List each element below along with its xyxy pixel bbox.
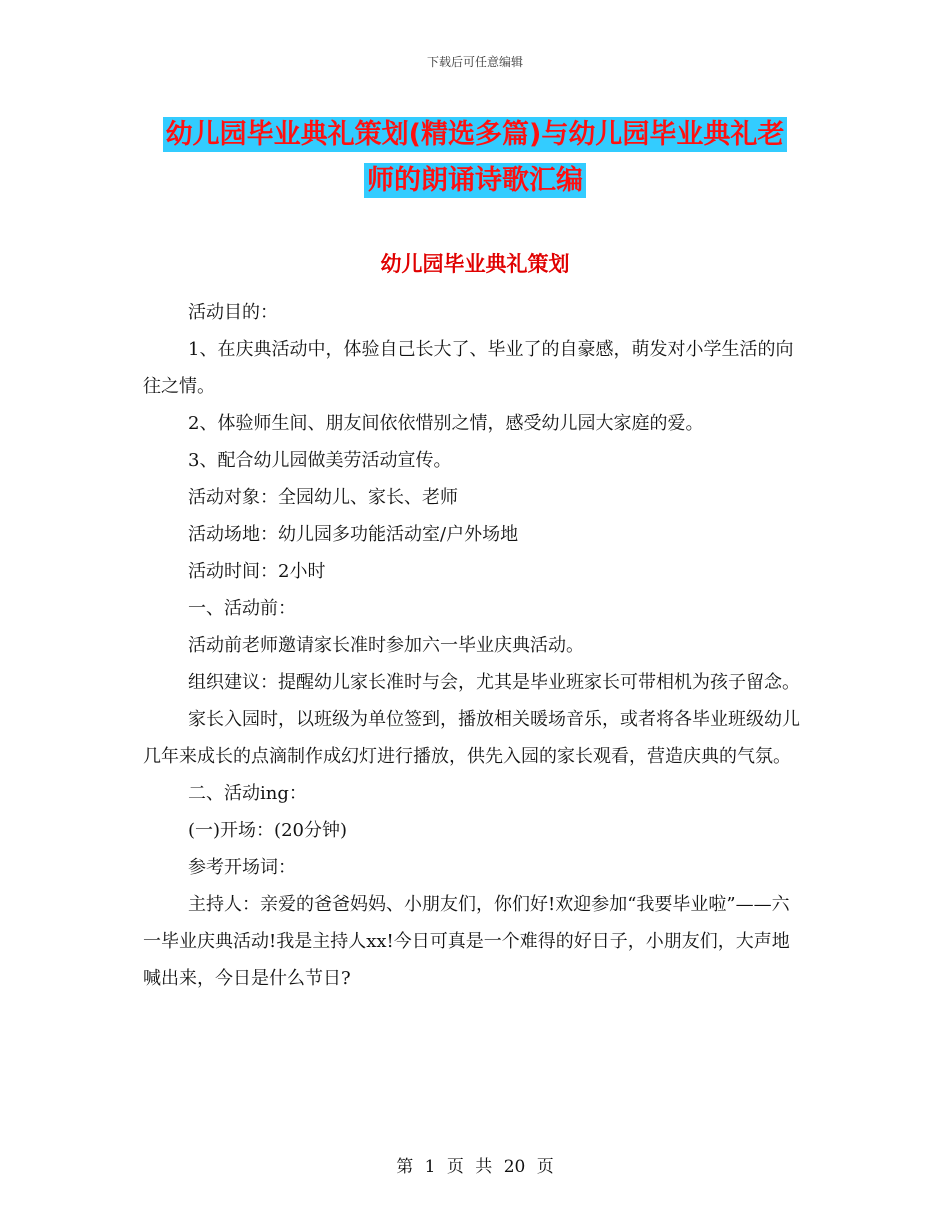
header-note: 下载后可任意编辑: [426, 55, 523, 69]
paragraph: 组织建议：提醒幼儿家长准时与会，尤其是毕业班家长可带相机为孩子留念。: [188, 672, 800, 693]
paragraph: 活动前老师邀请家长准时参加六一毕业庆典活动。: [188, 635, 584, 656]
section-title: 幼儿园毕业典礼策划: [380, 252, 570, 276]
paragraph: 主持人：亲爱的爸爸妈妈、小朋友们，你们好!欢迎参加“我要毕业啦”——六一毕业庆典活动!我是主持人xx!今日可真是一个难得的好日子，小朋友们，大声地喊出来，今日是什么节日?: [143, 894, 790, 989]
paragraph: 二、活动ing：: [188, 783, 307, 804]
paragraph: 2、体验师生间、朋友间依依惜别之情，感受幼儿园大家庭的爱。: [188, 413, 704, 434]
paragraph: 活动场地：幼儿园多功能活动室/户外场地: [188, 524, 519, 545]
paragraph: 活动时间：2小时: [188, 561, 326, 582]
paragraph: 家长入园时，以班级为单位签到，播放相关暖场音乐，或者将各毕业班级幼儿几年来成长的点滴制作成幻灯进行播放，供先入园的家长观看，营造庆典的气氛。: [143, 709, 800, 767]
document-body: [143, 294, 807, 997]
paragraph: 参考开场词：: [188, 857, 296, 878]
paragraph: (一)开场：(20分钟): [188, 820, 347, 841]
paragraph: 活动对象：全园幼儿、家长、老师: [188, 487, 458, 508]
paragraph: 3、配合幼儿园做美劳活动宣传。: [188, 450, 452, 471]
paragraph: 一、活动前：: [188, 598, 296, 619]
document-title: [0, 112, 950, 204]
paragraph: 1、在庆典活动中，体验自己长大了、毕业了的自豪感，萌发对小学生活的向往之情。: [143, 339, 794, 397]
paragraph: 活动目的：: [188, 302, 278, 323]
page-footer: 第 1 页 共 20 页: [396, 1157, 554, 1177]
document-title-line-1: 幼儿园毕业典礼策划(精选多篇)与幼儿园毕业典礼老: [163, 117, 788, 152]
document-title-line-2: 师的朗诵诗歌汇编: [364, 163, 586, 198]
